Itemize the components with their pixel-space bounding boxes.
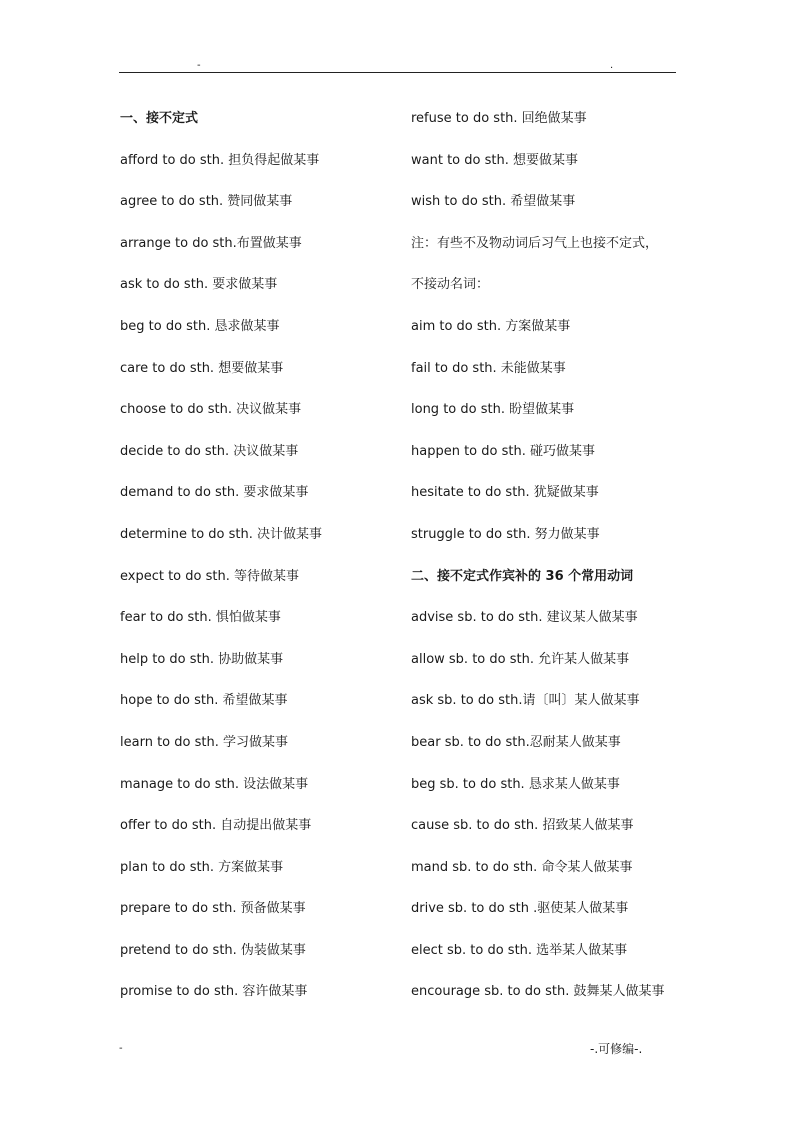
verb-entry: agree to do sth. 赞同做某事 bbox=[120, 194, 293, 210]
header-rule bbox=[119, 72, 676, 73]
verb-entry: aim to do sth. 方案做某事 bbox=[411, 318, 571, 334]
verb-entry: happen to do sth. 碰巧做某事 bbox=[411, 443, 595, 459]
verb-entry: fail to do sth. 未能做某事 bbox=[411, 360, 566, 376]
verb-entry: mand sb. to do sth. 命令某人做某事 bbox=[411, 859, 633, 875]
verb-entry: drive sb. to do sth .驱使某人做某事 bbox=[411, 901, 629, 917]
verb-entry: afford to do sth. 担负得起做某事 bbox=[120, 152, 320, 168]
verb-entry: arrange to do sth.布置做某事 bbox=[120, 235, 302, 251]
verb-entry: wish to do sth. 希望做某事 bbox=[411, 194, 576, 210]
header-left-mark: - bbox=[197, 60, 201, 71]
verb-entry: hesitate to do sth. 犹疑做某事 bbox=[411, 485, 599, 501]
section-heading: 一、接不定式 bbox=[120, 111, 199, 126]
verb-entry: learn to do sth. 学习做某事 bbox=[120, 734, 288, 750]
verb-entry: decide to do sth. 决议做某事 bbox=[120, 443, 299, 459]
verb-entry: 注：有些不及物动词后习气上也接不定式， bbox=[411, 235, 659, 251]
verb-entry: offer to do sth. 自动提出做某事 bbox=[120, 818, 312, 834]
footer-right-text: -.可修编-. bbox=[590, 1042, 643, 1056]
left-column bbox=[120, 106, 410, 1021]
verb-entry: promise to do sth. 容许做某事 bbox=[120, 984, 308, 1000]
verb-entry: cause sb. to do sth. 招致某人做某事 bbox=[411, 818, 634, 834]
verb-entry: demand to do sth. 要求做某事 bbox=[120, 485, 309, 501]
verb-entry: beg to do sth. 恳求做某事 bbox=[120, 318, 280, 334]
verb-entry: ask to do sth. 要求做某事 bbox=[120, 277, 278, 293]
verb-entry: refuse to do sth. 回绝做某事 bbox=[411, 111, 587, 126]
verb-entry: choose to do sth. 决议做某事 bbox=[120, 402, 302, 418]
verb-entry: care to do sth. 想要做某事 bbox=[120, 360, 284, 376]
verb-entry: manage to do sth. 设法做某事 bbox=[120, 776, 309, 792]
verb-entry: pretend to do sth. 伪装做某事 bbox=[120, 942, 306, 958]
section-heading: 二、接不定式作宾补的 36 个常用动词 bbox=[411, 568, 634, 584]
verb-entry: plan to do sth. 方案做某事 bbox=[120, 859, 284, 875]
footer-left-mark: - bbox=[119, 1043, 123, 1054]
verb-entry: hope to do sth. 希望做某事 bbox=[120, 693, 288, 709]
verb-entry: want to do sth. 想要做某事 bbox=[411, 152, 578, 168]
verb-entry: 不接动名词： bbox=[411, 277, 490, 293]
verb-entry: beg sb. to do sth. 恳求某人做某事 bbox=[411, 776, 620, 792]
verb-entry: determine to do sth. 决计做某事 bbox=[120, 526, 323, 542]
verb-entry: struggle to do sth. 努力做某事 bbox=[411, 526, 600, 542]
verb-entry: long to do sth. 盼望做某事 bbox=[411, 402, 575, 418]
verb-entry: encourage sb. to do sth. 鼓舞某人做某事 bbox=[411, 984, 665, 1000]
header-right-mark: . bbox=[610, 60, 614, 71]
verb-entry: advise sb. to do sth. 建议某人做某事 bbox=[411, 610, 638, 626]
verb-entry: ask sb. to do sth.请〔叫〕某人做某事 bbox=[411, 693, 640, 709]
verb-entry: elect sb. to do sth. 选举某人做某事 bbox=[411, 942, 628, 958]
verb-entry: bear sb. to do sth.忍耐某人做某事 bbox=[411, 734, 621, 750]
right-column bbox=[411, 106, 701, 1021]
verb-entry: prepare to do sth. 预备做某事 bbox=[120, 901, 306, 917]
verb-entry: expect to do sth. 等待做某事 bbox=[120, 568, 299, 584]
verb-entry: fear to do sth. 惧怕做某事 bbox=[120, 610, 281, 626]
verb-entry: help to do sth. 协助做某事 bbox=[120, 651, 284, 667]
verb-entry: allow sb. to do sth. 允许某人做某事 bbox=[411, 651, 630, 667]
